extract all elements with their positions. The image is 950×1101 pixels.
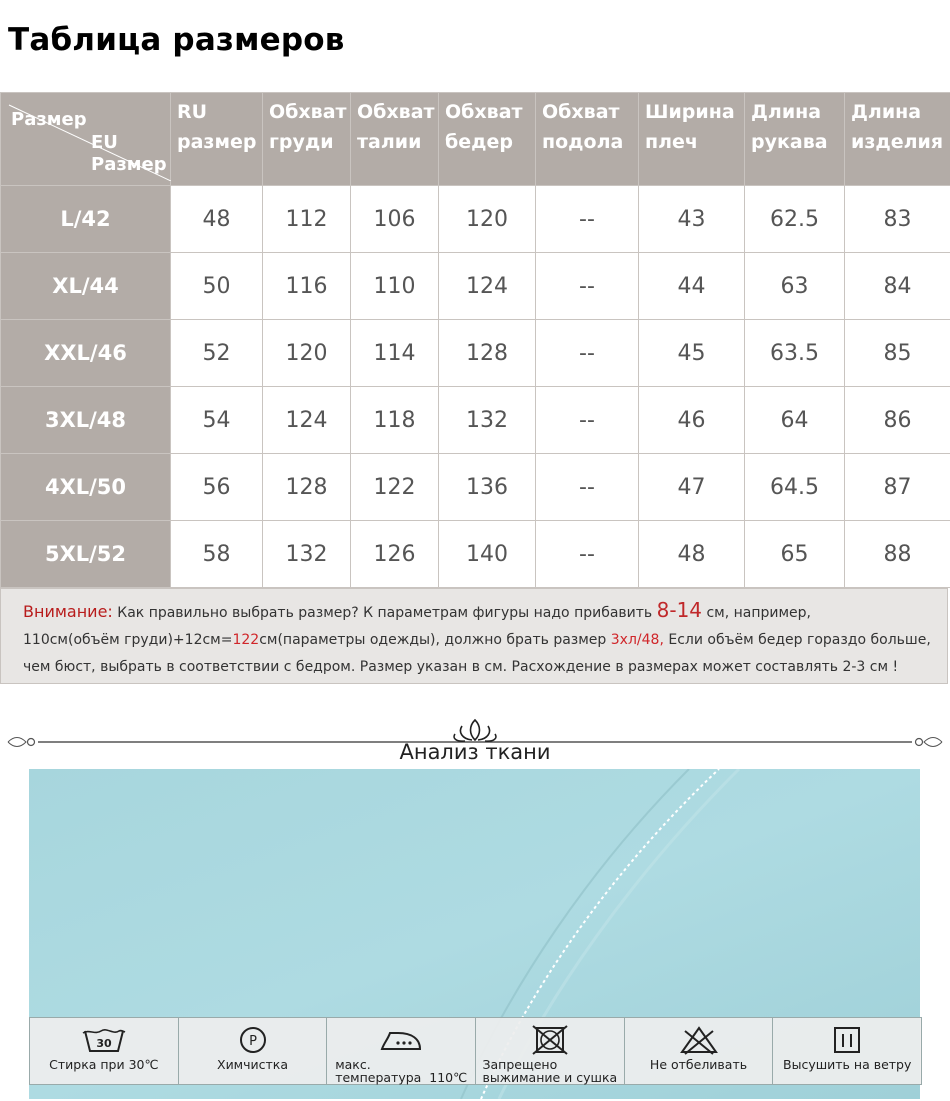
table-cell: -- <box>536 186 639 253</box>
no-bleach-icon <box>679 1025 719 1055</box>
header-hem: Обхват подола <box>536 93 639 186</box>
table-cell: 48 <box>171 186 263 253</box>
wash-30-icon <box>80 1025 128 1055</box>
fabric-section-header <box>0 712 950 772</box>
table-cell: 136 <box>439 454 536 521</box>
line-dry-icon <box>831 1025 863 1055</box>
care-label-no-bleach: Не отбеливать <box>649 1057 748 1072</box>
note-label: Внимание: <box>23 602 113 621</box>
note-text-2: см, например, <box>706 605 812 621</box>
table-cell: 44 <box>639 253 745 320</box>
row-size-label: XL/44 <box>1 253 171 320</box>
header-chest: Обхват груди <box>263 93 351 186</box>
table-cell: 112 <box>263 186 351 253</box>
table-cell: 85 <box>845 320 950 387</box>
table-cell: 128 <box>439 320 536 387</box>
table-cell: 46 <box>639 387 745 454</box>
table-cell: 132 <box>263 521 351 588</box>
table-cell: 116 <box>263 253 351 320</box>
table-cell: 63 <box>745 253 845 320</box>
table-cell: 140 <box>439 521 536 588</box>
header-shoulder: Ширина плеч <box>639 93 745 186</box>
table-cell: 50 <box>171 253 263 320</box>
svg-text:P: P <box>248 1034 257 1049</box>
table-row <box>1 320 950 387</box>
dry-clean-icon <box>237 1025 269 1055</box>
care-item-wash <box>30 1018 179 1084</box>
row-size-label: 4XL/50 <box>1 454 171 521</box>
table-row <box>1 186 950 253</box>
table-cell: 56 <box>171 454 263 521</box>
size-note <box>0 588 948 684</box>
table-cell: 87 <box>845 454 950 521</box>
table-cell: 114 <box>351 320 439 387</box>
note-range: 8-14 <box>656 598 703 622</box>
corner-header <box>1 93 171 186</box>
row-size-label: L/42 <box>1 186 171 253</box>
table-cell: 128 <box>263 454 351 521</box>
note-text-4: см(параметры одежды), должно брать размер <box>259 632 607 648</box>
no-wring-icon <box>530 1025 570 1055</box>
table-cell: 64 <box>745 387 845 454</box>
table-cell: 54 <box>171 387 263 454</box>
table-cell: 52 <box>171 320 263 387</box>
note-text-1: Как правильно выбрать размер? К параметрам фигуры надо прибавить <box>117 605 653 621</box>
table-cell: 45 <box>639 320 745 387</box>
care-item-dry-clean <box>179 1018 328 1084</box>
table-cell: 84 <box>845 253 950 320</box>
header-waist: Обхват талии <box>351 93 439 186</box>
row-size-label: XXL/46 <box>1 320 171 387</box>
row-size-label: 5XL/52 <box>1 521 171 588</box>
table-cell: 83 <box>845 186 950 253</box>
table-cell: -- <box>536 320 639 387</box>
note-text-6: чем бюст, выбрать в соответствии с бедром. Размер указан в см. Расхождение в размерах может составлять 2-3 см ! <box>23 659 899 675</box>
care-item-no-wring <box>476 1018 625 1084</box>
table-cell: -- <box>536 521 639 588</box>
care-label-wash: Стирка при 30℃ <box>49 1057 159 1072</box>
table-cell: 43 <box>639 186 745 253</box>
size-table <box>0 92 950 588</box>
lotus-icon <box>454 720 496 741</box>
note-size: 3хл/48, <box>610 632 664 648</box>
table-cell: 47 <box>639 454 745 521</box>
header-sleeve: Длина рукава <box>745 93 845 186</box>
care-label-no-wring: Запрещено выжимание и сушка <box>482 1057 618 1085</box>
table-cell: 126 <box>351 521 439 588</box>
svg-text:30: 30 <box>96 1037 112 1050</box>
table-cell: -- <box>536 253 639 320</box>
note-text-3: 110см(объём груди)+12см= <box>23 632 233 648</box>
table-cell: 110 <box>351 253 439 320</box>
table-row <box>1 454 950 521</box>
table-cell: 106 <box>351 186 439 253</box>
care-item-iron <box>327 1018 476 1084</box>
iron-icon <box>376 1025 426 1055</box>
care-item-line-dry <box>773 1018 921 1084</box>
table-header-row <box>1 93 950 186</box>
table-cell: 48 <box>639 521 745 588</box>
corner-size-label: Размер <box>11 109 87 130</box>
table-cell: 58 <box>171 521 263 588</box>
table-cell: 120 <box>439 186 536 253</box>
table-cell: 62.5 <box>745 186 845 253</box>
care-label-dry-clean: Химчистка <box>217 1057 288 1072</box>
care-item-no-bleach <box>625 1018 774 1084</box>
header-ru-size: RU размер <box>171 93 263 186</box>
table-cell: 118 <box>351 387 439 454</box>
table-cell: 122 <box>351 454 439 521</box>
table-row <box>1 521 950 588</box>
table-cell: 86 <box>845 387 950 454</box>
care-instructions <box>29 1017 922 1085</box>
row-size-label: 3XL/48 <box>1 387 171 454</box>
care-label-line-dry: Высушить на ветру <box>783 1057 912 1072</box>
fabric-title: Анализ ткани <box>399 740 551 764</box>
table-cell: 64.5 <box>745 454 845 521</box>
table-cell: -- <box>536 387 639 454</box>
table-row <box>1 253 950 320</box>
table-cell: 63.5 <box>745 320 845 387</box>
note-text-5: Если объём бедер гораздо больше, <box>668 632 931 648</box>
table-row <box>1 387 950 454</box>
page-title: Таблица размеров <box>8 22 345 58</box>
table-cell: 124 <box>263 387 351 454</box>
care-label-iron: макс. температура 110℃ <box>335 1057 468 1085</box>
table-cell: 132 <box>439 387 536 454</box>
corner-eu-label: EU <box>91 132 118 153</box>
header-hips: Обхват бедер <box>439 93 536 186</box>
header-length: Длина изделия <box>845 93 950 186</box>
table-cell: 120 <box>263 320 351 387</box>
table-cell: 88 <box>845 521 950 588</box>
note-result: 122 <box>232 632 260 648</box>
table-cell: 65 <box>745 521 845 588</box>
table-cell: -- <box>536 454 639 521</box>
table-cell: 124 <box>439 253 536 320</box>
corner-eu-size-label: Размер <box>91 154 167 175</box>
